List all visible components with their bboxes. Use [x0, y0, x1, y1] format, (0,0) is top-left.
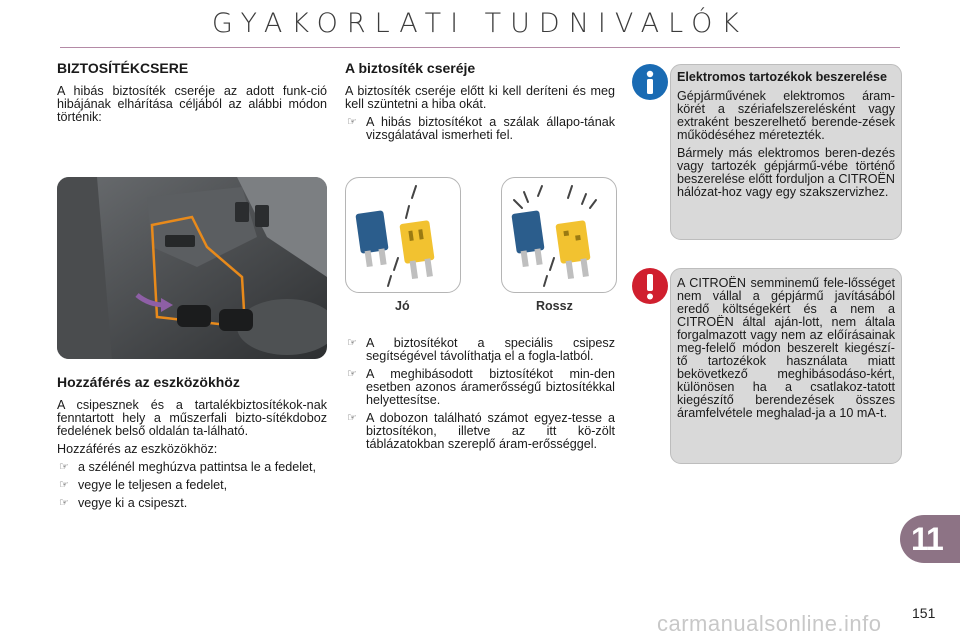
pointing-hand-icon: ☞ [59, 497, 69, 509]
chapter-number: 11 [911, 521, 943, 557]
replacement-intro: A biztosíték cseréje előtt ki kell deríteni és meg kell szüntetni a hiba okát. [345, 84, 615, 111]
list-item: ☞ vegye le teljesen a fedelet, [59, 478, 228, 492]
middle-column-top [345, 62, 615, 147]
section-heading-access: Hozzáférés az eszközökhöz [57, 374, 240, 390]
info-panel [670, 64, 902, 240]
pointing-hand-icon: ☞ [347, 116, 357, 128]
warning-panel-text: A CITROËN semminemű fele-lősséget nem vállal a gépjármű javításából eredő költségekért és a nem a CITROËN által aján-lott, nem általa forgalmazott vagy nem az előírásainak meg-felelő módon beszerelt kiegészí-tő tartozékok használata miatt bekövetkező meghibásodáso-kért, különösen ha a csatlakoz-tatott kiegészítő berendezések összes áramfelvétele meghalad-ja a 10 mA-t. [677, 276, 895, 420]
access-paragraph-1: A csipesznek és a tartalékbiztosítékok-nak fenntartott hely a műszerfali bizto-sítékdoboz fedelének belső oldalán ta-lálható. [57, 398, 327, 438]
page-header-title: GYAKORLATI TUDNIVALÓK [211, 8, 749, 39]
info-panel-paragraph-1: Gépjárművének elektromos áram-körét a szériafelszerelésként vagy extraként beszerelhető berende-zések működéséhez méretezték. [677, 89, 895, 142]
middle-column-bottom [345, 337, 615, 456]
warning-panel [670, 268, 902, 464]
access-steps-list [57, 461, 327, 510]
chapter-tab [900, 515, 960, 563]
pointing-hand-icon: ☞ [59, 461, 69, 473]
exclamation-icon [632, 268, 668, 304]
replacement-top-list [345, 116, 615, 142]
list-item: ☞ A hibás biztosítékot a szálak állapo-tának vizsgálatával ismerheti fel. [347, 115, 615, 142]
pointing-hand-icon: ☞ [347, 368, 357, 380]
fuse-box-location-photo [57, 177, 327, 359]
blown-fuse-icon [502, 178, 616, 292]
replacement-steps-list [345, 337, 615, 451]
info-panel-paragraph-2: Bármely más elektromos beren-dezés vagy tartozék gépjármű-vébe történő beszerelése előtt forduljon a CITROËN hálózat-hoz vagy egy szakszervizhez. [677, 146, 895, 199]
list-item: ☞ A meghibásodott biztosítékot min-den esetben azonos áramerősségű biztosítékkal helyettesítse. [347, 367, 615, 407]
label-bad: Rossz [536, 299, 573, 313]
section-heading-fuse-replacement: BIZTOSÍTÉKCSERE [57, 60, 189, 76]
list-item: ☞ A dobozon található számot egyez-tesse a biztosítékon, illetve az itt kö-zölt táblázatokban szereplő áram-erősséggel. [347, 411, 615, 451]
pointing-hand-icon: ☞ [347, 337, 357, 349]
list-item: ☞ A biztosítékot a speciális csipesz segítségével távolíthatja el a fogla-latból. [347, 336, 615, 363]
intro-paragraph: A hibás biztosíték cseréje az adott funk-ció hibájának elhárítása céljából az alábbi módon történik: [57, 84, 327, 124]
left-column-bottom [57, 376, 327, 515]
list-item: ☞ vegye ki a csipeszt. [59, 496, 188, 510]
pointing-hand-icon: ☞ [347, 412, 357, 424]
good-fuse-icon [346, 178, 460, 292]
left-column-top [57, 62, 327, 129]
info-panel-title: Elektromos tartozékok beszerelése [677, 70, 887, 84]
list-item: ☞ a szélénél meghúzva pattintsa le a fedelet, [59, 460, 317, 474]
fuse-good-illustration [345, 177, 461, 293]
watermark: carmanualsonline.info [657, 611, 882, 636]
page-number: 151 [912, 605, 936, 621]
access-paragraph-2: Hozzáférés az eszközökhöz: [57, 442, 218, 456]
header-rule [60, 47, 900, 48]
label-good: Jó [395, 299, 410, 313]
car-interior-illustration [57, 177, 327, 359]
section-heading-replacement: A biztosíték cseréje [345, 60, 476, 76]
fuse-bad-illustration [501, 177, 617, 293]
info-icon [632, 64, 668, 100]
pointing-hand-icon: ☞ [59, 479, 69, 491]
